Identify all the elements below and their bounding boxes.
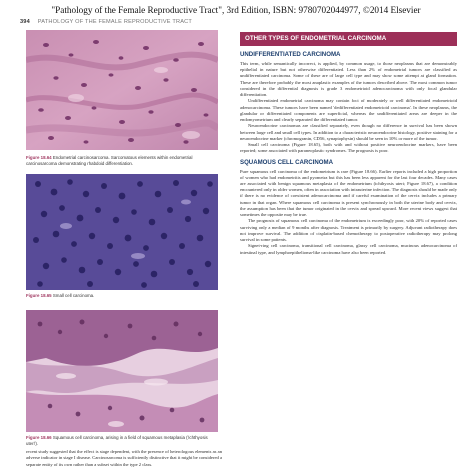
figure-18-66-caption [26, 435, 220, 447]
micrograph-carcinosarcoma [26, 30, 218, 150]
left-column-body: recent study suggested that the effect is stage dependent, with the presence of heterologous elements as an adverse indicator in stage I disease. Carcinosarcoma is sufficiently distinctive that it might be considered a separate entity of its own rather than a subset within the type 2 class. [26, 449, 222, 467]
figure-18-65-image [26, 174, 218, 290]
micrograph-small-cell [26, 174, 218, 290]
figure-18-64-caption [26, 155, 220, 167]
figure-caption-text: Small cell carcinoma. [52, 293, 95, 298]
undiff-paragraph-3: Neuroendocrine carcinomas are classified separately, even though no difference in survival has been shown between large cell and small cell types. In addition to a characteristic neuroendocrine histology, positive staining for a neuroendocrine marker (chromogranin, CD56, synaptophysin) should be seen in 10% or more of the tumor. [240, 123, 457, 141]
figure-18-64-image [26, 30, 218, 150]
figure-label: Figure 18.64 [26, 155, 52, 160]
squam-paragraph-2: The prognosis of squamous cell carcinoma of the endometrium is exceedingly poor, with 20% of reported cases surviving only a median of 9 months after diagnosis. Treatment is primarily by surgery. Adjuvant radiotherapy does not improve survival. The addition of cisplatin-based chemotherapy to postoperative radiotherapy may prolong survival in some patients. [240, 218, 457, 243]
banner-text: "Pathology of the Female Reproductive Tract", 3rd Edition, ISBN: 9780702044977, ©2014 Elsevier [51, 5, 421, 15]
micrograph-squamous [26, 310, 218, 432]
right-column [240, 32, 457, 256]
section-title: OTHER TYPES OF ENDOMETRIAL CARCINOMA [240, 32, 457, 46]
undiff-paragraph-1: This term, while semantically incorrect, is applied, by common usage, to those neoplasms that are demonstrably epithelial in nature but not otherwise differentiated. Less than 2% of endometrial tumors are classified as undifferentiated carcinoma. Some of these are of large cell type and may show some attempt at gland formation. These are therefore probably the most anaplastic examples of the tumors described above. The most common tumor considered in the differential diagnosis is grade 3 endometrioid adenocarcinoma with only focal glandular differentiation. [240, 61, 457, 98]
figure-label: Figure 18.65 [26, 293, 52, 298]
squam-paragraph-1: Pure squamous cell carcinoma of the endometrium is rare (Figure 18.66). Earlier reports included a high proportion of women who had endometritis and pyometra but this has been less apparent for the last four decades. Many cases are associated with benign squamous metaplasia of the endometrium (ichthyosis uteri; Figure 18.67), a condition encountered only in older women, often in association with intrauterine infection. The diagnosis should be made only if there is no evidence of coexistent adenocarcinoma and if careful examination of the cervix includes a primary tumor in that organ. Where squamous cell carcinoma is present synchronously in both the uterine body and cervix, the assumption has been that the tumor originated in the cervix and spread upward. More recent views suggest that sometimes the opposite may be true. [240, 168, 457, 218]
running-head [20, 17, 460, 27]
source-banner [0, 0, 472, 14]
undifferentiated-heading: UNDIFFERENTIATED CARCINOMA [240, 51, 341, 58]
squamous-heading: SQUAMOUS CELL CARCINOMA [240, 158, 333, 166]
figure-18-65-caption [26, 293, 220, 299]
undiff-paragraph-4: Small cell carcinoma (Figure 18.65), both with and without positive neuroendocrine markers, have been reported; some associated with paraneoplastic syndromes. The prognosis is poor. [240, 142, 457, 154]
squam-paragraph-3: Signet-ring cell carcinoma, transitional cell carcinoma, glassy cell carcinoma, mucinous adenocarcinoma of intestinal type, and lymphoepithelioma-like carcinoma have also been reported. [240, 243, 457, 255]
figure-caption-text: Squamous cell carcinoma, arising in a field of squamous metaplasia ('ichthyosis uteri'). [26, 435, 208, 447]
page-number: 394 [20, 19, 30, 25]
undiff-paragraph-2: Undifferentiated endometrial carcinoma may contain foci of moderately or well differentiated endometrioid adenocarcinoma. These tumors have been named 'dedifferentiated endometrioid carcinoma'. In these neoplasms, the glandular or differentiated components are superficial, whereas the undifferentiated areas are deeper in the endomyometrium and clearly separated the differentiated tumor. [240, 98, 457, 123]
figure-label: Figure 18.66 [26, 435, 52, 440]
figure-caption-text: Endometrial carcinosarcoma. Sarcomatous elements within endometrial carcinosarcoma demonstrating rhabdoid differentiation. [26, 155, 193, 167]
running-head-title: PATHOLOGY OF THE FEMALE REPRODUCTIVE TRACT [37, 19, 192, 25]
figure-18-66-image [26, 310, 218, 432]
